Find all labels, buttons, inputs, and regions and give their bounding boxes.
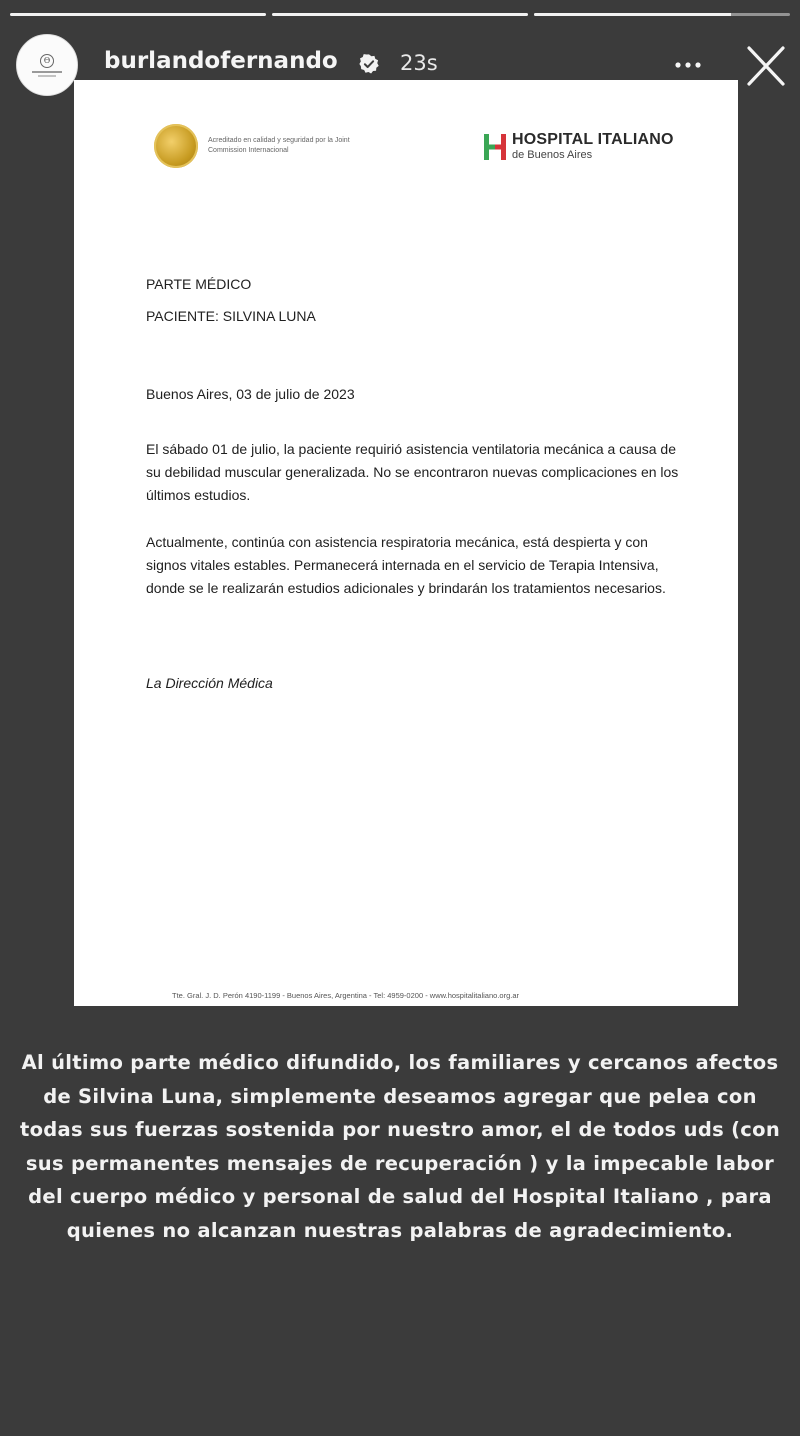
progress-segment [534, 13, 790, 16]
more-horizontal-icon[interactable] [668, 50, 708, 80]
document-footer: Tte. Gral. J. D. Perón 4190-1199 - Buenos Aires, Argentina - Tel: 4959-0200 - www.hospitalitaliano.org.ar [172, 991, 519, 1000]
verified-badge-icon [358, 53, 380, 75]
accreditation-text: Acreditado en calidad y seguridad por la Joint Commission Internacional [208, 137, 350, 154]
story-timestamp: 23s [400, 51, 438, 75]
progress-fill [272, 13, 528, 16]
close-icon[interactable] [744, 46, 788, 86]
story-caption: Al último parte médico difundido, los familiares y cercanos afectos de Silvina Luna, simplemente deseamos agregar que pelea con todas sus fuerzas sostenida por nuestro amor, el de todos uds (con sus permanentes mensajes de recuperación ) y la impecable labor del cuerpo médico y personal de salud del Hospital Italiano , para quienes no alcanzan nuestras palabras de agradecimiento. [19, 1051, 781, 1242]
medical-report-document [74, 80, 738, 1006]
report-paragraph: Actualmente, continúa con asistencia respiratoria mecánica, está despierta y con signos vitales estables. Permanecerá internada en el servicio de Terapia Intensiva, donde se le realizarán estudios adicionales y brindarán los tratamientos necesarios. [146, 534, 666, 596]
patient-name: PACIENTE: SILVINA LUNA [146, 308, 316, 324]
avatar-logo-line [32, 71, 62, 73]
hospital-name: HOSPITAL ITALIANO [512, 131, 674, 148]
accreditation-seal-icon [154, 124, 198, 168]
report-paragraph: El sábado 01 de julio, la paciente requirió asistencia ventilatoria mecánica a causa de su debilidad muscular generalizada. No se encontraron nuevas complicaciones en los últimos estudios. [146, 441, 679, 503]
progress-segment [272, 13, 528, 16]
hospital-subtitle: de Buenos Aires [512, 149, 593, 161]
avatar-logo-icon: Θ [40, 54, 54, 68]
signature: La Dirección Médica [146, 675, 273, 691]
progress-fill [534, 13, 731, 16]
story-progress-bar [10, 13, 790, 17]
document-title: PARTE MÉDICO [146, 276, 252, 292]
hospital-cross-logo-icon [484, 134, 506, 160]
document-date: Buenos Aires, 03 de julio de 2023 [146, 386, 355, 402]
progress-segment [10, 13, 266, 16]
avatar-logo-line [38, 75, 56, 77]
username[interactable]: burlandofernando [104, 48, 338, 74]
progress-fill [10, 13, 266, 16]
avatar[interactable] [16, 34, 78, 96]
